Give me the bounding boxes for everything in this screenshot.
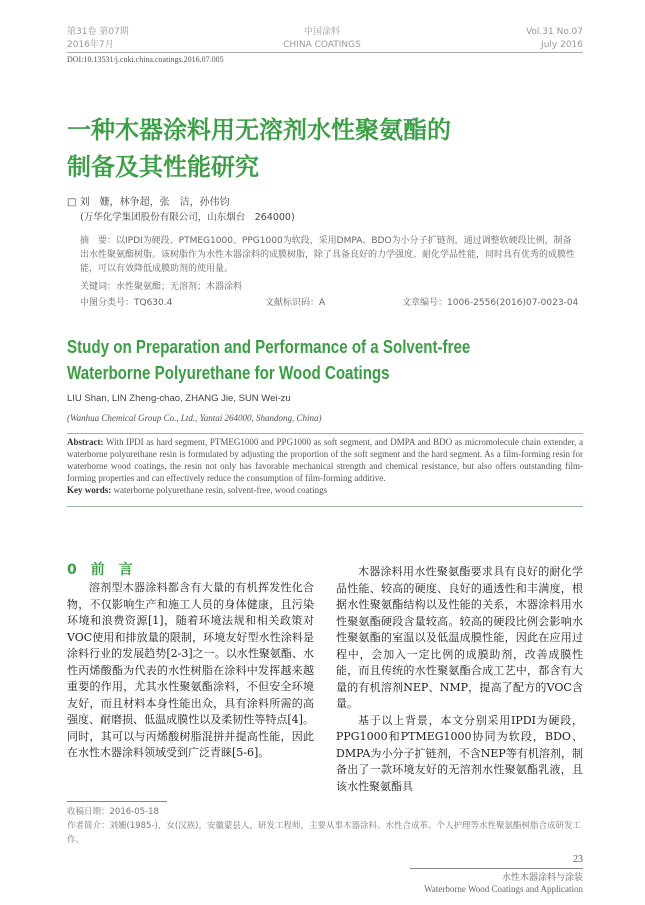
title-cn-line: 一种木器涂料用无溶剂水性聚氨酯的 (67, 116, 451, 144)
footnotes (67, 805, 583, 847)
affiliation-cn: (万华化学集团股份有限公司，山东烟台 264000) (80, 212, 295, 223)
body-section (67, 560, 583, 905)
abstract-en-label: Abstract: (67, 437, 104, 447)
abstract-cn (80, 234, 580, 276)
body-columns (67, 560, 583, 795)
column-name-en: Waterborne Wood Coatings and Application (424, 884, 583, 894)
page-footer (67, 853, 583, 895)
body-right-paragraph: 木器涂料用水性聚氨酯要求具有良好的耐化学品性能、较高的硬度、良好的通透性和丰满度，根据水性聚氨酯结构以及性能的关系，木器涂料用水性聚氨酯硬段含量较高。较高的硬段比例会影响水性聚氨酯的室温以及低温成膜性能，因此在应用过程中，会加入一定比例的成膜助剂，改善成膜性能，而且传统的水性聚氨酯合成工艺中，都含有大量的有机溶剂NEP、NMP，提高了配方的VOC含量。 (336, 565, 583, 710)
title-en-line: Study on Preparation and Performance of a Solvent-free (67, 337, 471, 357)
volume-issue-cn: 第31卷 第07期 (67, 27, 129, 37)
volume-issue-en: Vol.31 No.07 (525, 27, 583, 37)
abstract-en-text: With IPDI as hard segment, PTMEG1000 and PPG1000 as soft segment, and DMPA and BDO as micromolecule chain extender, a waterborne polyurethane resin is formulated by adjusting the proportion of the soft segment and the hard segment. As a film-forming resin for waterborne wood coatings, the resin not only has favorable mechanical strength and chemical resistance, but also offers outstanding film-forming properties and can effectively reduce the consumption of film-forming additive. (67, 437, 583, 483)
keywords-en-text: waterborne polyurethane resin, solvent-free, wood coatings (111, 485, 328, 495)
title-en (67, 334, 470, 386)
classification-number: 中图分类号：TQ630.4 (80, 298, 173, 308)
author-bio: 作者简介：刘姗(1985-)，女(汉族)，安徽蒙县人，研发工程师，主要从事木器涂料、水性合成革、个人护理等水性聚氨酯树脂合成研发工作。 (67, 821, 581, 845)
abstract-top-rule (67, 433, 583, 434)
affiliation-en: (Wanhua Chemical Group Co., Ltd., Yantai 264000, Shandong, China) (67, 413, 322, 423)
document-code: 文献标识码：A (265, 298, 326, 308)
section-heading: 0 前 言 (67, 562, 133, 578)
column-name-cn: 水性木器涂料与涂装 (501, 872, 583, 882)
journal-name-en: CHINA COATINGS (283, 40, 361, 50)
abstract-en (67, 436, 583, 496)
footnote-rule (67, 801, 167, 802)
header-left (67, 26, 129, 52)
keywords-cn: 关键词：水性聚氨酯；无溶剂；木器涂料 (80, 282, 243, 292)
body-right (336, 560, 583, 795)
page-number: 23 (573, 854, 583, 865)
header-rule (67, 52, 583, 53)
header-right (526, 26, 583, 52)
date-en: July 2016 (541, 40, 583, 50)
keywords-en-label: Key words: (67, 485, 112, 495)
authors-en: LIU Shan, LIN Zheng-chao, ZHANG Jie, SUN Wei-zu (67, 393, 291, 404)
title-cn (67, 112, 451, 186)
article-number: 文章编号：1006-2556(2016)07-0023-04 (402, 298, 579, 308)
abstract-cn-label: 摘 要： (80, 236, 117, 246)
abstract-cn-text: 以IPDI为硬段、PTMEG1000、PPG1000为软段，采用DMPA、BDO为小分子扩链剂，通过调整软硬段比例，制备出水性聚氨酯树脂。该树脂作为水性木器涂料的成膜树脂，除了具备良好的力学强度、耐化学品性能，同时具有优秀的成膜性能，可以有效降低成膜助剂的使用量。 (80, 236, 576, 274)
journal-name-cn: 中国涂料 (303, 27, 340, 37)
title-en-line: Waterborne Polyurethane for Wood Coatings (67, 363, 390, 383)
header-center (222, 26, 422, 52)
body-left (67, 560, 314, 762)
abstract-bottom-rule (67, 506, 583, 507)
body-right-paragraph: 基于以上背景，本文分别采用IPDI为硬段，PPG1000和PTMEG1000协同为软段，BDO、DMPA为小分子扩链剂，不含NEP等有机溶剂，制备出了一款环境友好的无溶剂水性聚氨酯乳液，且该水性聚氨酯具 (336, 713, 583, 793)
footer-rule (410, 868, 583, 869)
doi: DOI:10.13531/j.cnki.china.coatings.2016.07.005 (67, 55, 224, 64)
body-left-paragraph: 溶剂型木器涂料都含有大量的有机挥发性化合物，不仅影响生产和施工人员的身体健康，且污染环境和浪费资源[1]，随着环境法规和相关政策对VOC使用和排放量的限制，环境友好型水性涂料是涂料行业的发展趋势[2-3]之一。以水性聚氨酯、水性丙烯酸酯为代表的水性树脂在涂料中发挥越来越重要的作用，尤其水性聚氨酯涂料，不但安全环境友好，而且材料本身性能出众，具有涂料所需的高强度、耐磨损、低温成膜性以及柔韧性等特点[4]。同时，其可以与丙烯酸树脂混拼并提高性能，因此在水性木器涂料领域受到广泛青睐[5-6]。 (67, 581, 314, 759)
title-cn-line: 制备及其性能研究 (67, 153, 259, 181)
authors-cn: □ 刘 姗，林争超，张 洁，孙伟钧 (67, 197, 230, 208)
date-cn: 2016年7月 (67, 40, 114, 50)
received-date: 收稿日期：2016-05-18 (67, 807, 159, 817)
